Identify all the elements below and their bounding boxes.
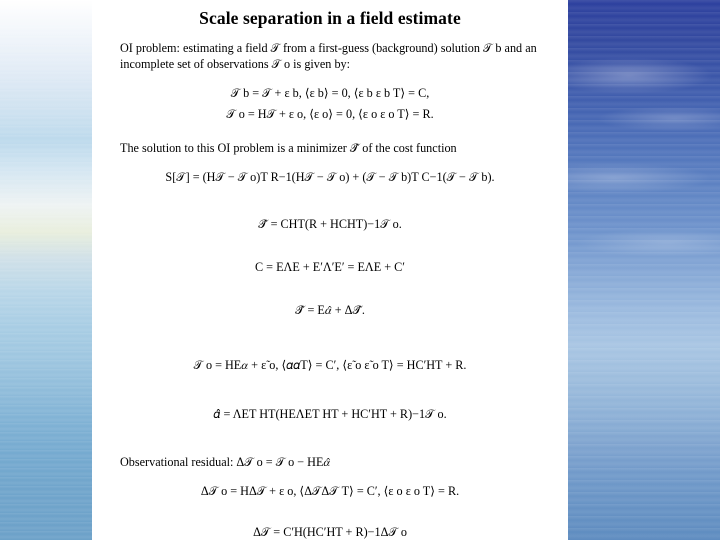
equation-residual-model: Δ𝒯 o = HΔ𝒯 + ε o, ⟨Δ𝒯Δ𝒯 T⟩ = C′, ⟨ε o ε o T⟩ = R.: [200, 484, 460, 499]
equation-estimate: 𝒯̂ = CHT(R + HCHT)−1𝒯 o.: [258, 217, 402, 232]
equation-alpha-hat: 𝛼̂ = ΛET HT(HEΛET HT + HC′HT + R)−1𝒯 o.: [213, 407, 447, 422]
equation-observation-expansion: 𝒯 o = HE𝛼 + ε̃ o, ⟨𝛼𝛼T⟩ = C′, ⟨ε̃ o ε̃ o T⟩ = HC′HT + R.: [193, 358, 467, 373]
equation-covariance-split: C = EΛE + E′Λ′E′ = EΛE + C′: [255, 260, 405, 275]
slide-content: [92, 0, 568, 540]
equation-estimate-decomposition: 𝒯̂ = E𝛼̂ + Δ𝒯̂.: [295, 303, 365, 318]
equation-delta-estimate: Δ𝒯 = C′H(HC′HT + R)−1Δ𝒯 o: [253, 525, 407, 540]
residual-lead-paragraph: Observational residual: Δ𝒯 o = 𝒯 o − HE𝛼̂: [120, 455, 331, 470]
intro-paragraph: OI problem: estimating a field 𝒯 from a first-guess (background) solution 𝒯 b and an incomplete set of observations 𝒯 o is given by:: [120, 41, 537, 72]
slide-body: [92, 40, 568, 540]
equation-observation: 𝒯 o = H𝒯 + ε o, ⟨ε o⟩ = 0, ⟨ε o ε o T⟩ = R.: [226, 107, 434, 122]
equation-background: 𝒯 b = 𝒯 + ε b, ⟨ε b⟩ = 0, ⟨ε b ε b T⟩ = C,: [230, 86, 430, 101]
decorative-background-right: [568, 0, 720, 540]
equation-cost-function: S[𝒯] = (H𝒯 − 𝒯 o)T R−1(H𝒯 − 𝒯 o) + (𝒯 − 𝒯 b)T C−1(𝒯 − 𝒯 b).: [165, 170, 495, 185]
solution-lead-paragraph: The solution to this OI problem is a minimizer 𝒯̂ of the cost function: [120, 141, 457, 156]
page-title: Scale separation in a field estimate: [199, 8, 461, 28]
decorative-background-left: [0, 0, 92, 540]
